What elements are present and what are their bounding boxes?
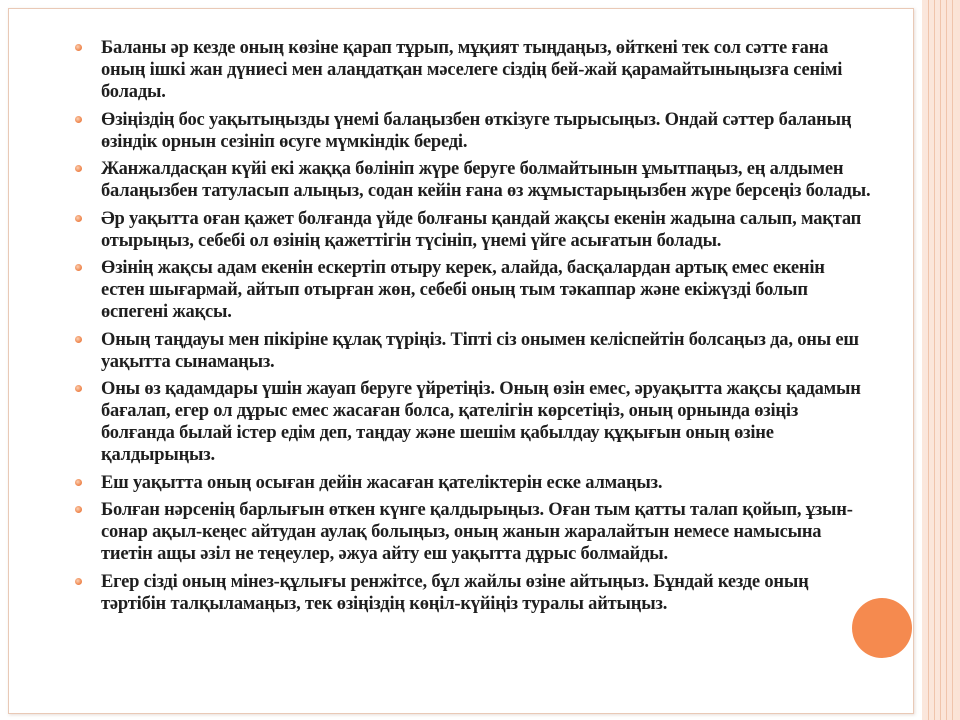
bullet-text: Оны өз қадамдары үшін жауап беруге үйретіңіз. Оның өзін емес, әруақытта жақсы қадамын бағалап, егер ол дұрыс емес жасаған болса, қателігін көрсетіңіз, оның орнында өзіңіз болғанда былай істер едім деп, таңдау және шешім қабылдау құқығын оның өзіне қалдырыңыз. — [101, 379, 861, 465]
bullet-text: Баланы әр кезде оның көзіне қарап тұрып, мұқият тыңдаңыз, өйткені тек сол сәтте ғана оның ішкі жан дүниесі мен алаңдатқан мәселеге сіздің бей-жай қарамайтыныңызға сенімі болады. — [101, 38, 843, 102]
bullet-text: Өзінің жақсы адам екенін ескертіп отыру керек, алайда, басқалардан артық емес екенін естен шығармай, айтып отырған жөн, себебі оның тым тәкаппар және екіжүзді болып өспегені жақсы. — [101, 258, 825, 322]
list-item — [71, 329, 871, 373]
orange-dot-icon — [75, 264, 82, 271]
bullet-text: Әр уақытта оған қажет болғанда үйде болғаны қандай жақсы екенін жадына салып, мақтап отырыңыз, себебі ол өзінің қажеттігін түсініп, үнемі үйге асығатын болады. — [101, 208, 862, 251]
list-item — [71, 208, 871, 252]
slide-frame — [8, 8, 914, 714]
orange-dot-icon — [75, 336, 82, 343]
bullet-text: Өзіңіздің бос уақытыңызды үнемі балаңызбен өткізуге тырысыңыз. Ондай сәттер баланың өзіндік орнын сезініп өсуге мүмкіндік береді. — [101, 109, 852, 152]
orange-dot-icon — [75, 116, 82, 123]
side-stripe — [952, 0, 953, 720]
orange-dot-icon — [75, 578, 82, 585]
orange-dot-icon — [75, 44, 82, 51]
orange-dot-icon — [75, 479, 82, 486]
bullet-text: Егер сізді оның мінез-құлығы ренжітсе, бұл жайлы өзіне айтыңыз. Бұндай кезде оның тәртібін талқыламаңыз, тек өзіңіздің көңіл-күйіңіз туралы айтыңыз. — [101, 571, 809, 614]
side-stripe — [940, 0, 941, 720]
decorative-side-band — [922, 0, 960, 720]
list-item — [71, 158, 871, 202]
list-item — [71, 257, 871, 323]
bullet-text: Болған нәрсенің барлығын өткен күнге қалдырыңыз. Оған тым қатты талап қойып, ұзын-сонар ақыл-кеңес айтудан аулақ болыңыз, оның жанын жаралайтын немесе намысына тиетін ащы әзіл не теңеулер, әжуа айту еш уақытта дұрыс болмайды. — [101, 500, 853, 564]
list-item — [71, 109, 871, 153]
list-item — [71, 378, 871, 466]
bullet-text: Еш уақытта оның осыған дейін жасаған қателіктерін еске алмаңыз. — [101, 472, 663, 493]
side-stripe — [928, 0, 929, 720]
list-item — [71, 499, 871, 565]
bullet-text: Жанжалдасқан күйі екі жаққа бөлініп жүре беруге болмайтынын ұмытпаңыз, ең алдымен балаңызбен татуласып алыңыз, содан кейін ғана өз жұмыстарыңызбен жүре берсеңіз болады. — [101, 159, 871, 201]
list-item — [71, 472, 871, 494]
side-stripe — [946, 0, 947, 720]
side-stripe — [934, 0, 935, 720]
orange-dot-icon — [75, 215, 82, 222]
orange-dot-icon — [75, 385, 82, 392]
bullet-text: Оның таңдауы мен пікіріне құлақ түріңіз. Тіпті сіз онымен келіспейтін болсаңыз да, оны еш уақытта сынамаңыз. — [101, 329, 859, 372]
orange-dot-icon — [75, 165, 82, 172]
bullet-list — [71, 37, 871, 620]
list-item — [71, 37, 871, 103]
list-item — [71, 571, 871, 615]
orange-dot-icon — [75, 506, 82, 513]
accent-circle-icon — [852, 598, 912, 658]
